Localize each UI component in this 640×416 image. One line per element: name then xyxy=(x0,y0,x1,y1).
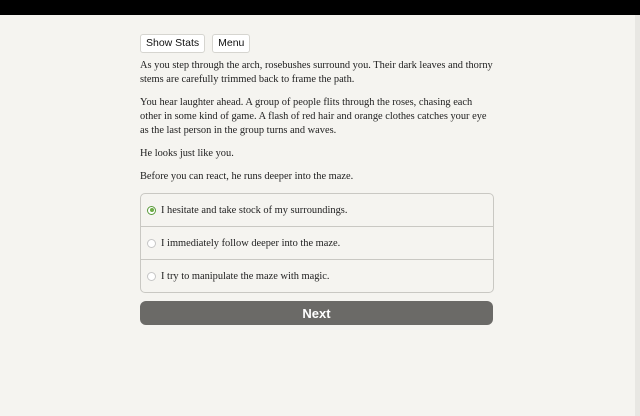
story-paragraph: He looks just like you. xyxy=(140,148,234,159)
scrollbar[interactable] xyxy=(635,15,640,416)
top-black-bar xyxy=(0,0,640,15)
choice-label: I try to manipulate the maze with magic. xyxy=(161,270,330,282)
story-paragraph: You hear laughter ahead. A group of people flits through the roses, chasing each other in some kind of game. A flash of red hair and orange clothes catches your eye as the last person in the group turns and waves. xyxy=(140,97,487,136)
story-paragraph: Before you can react, he runs deeper into the maze. xyxy=(140,171,354,182)
menu-button[interactable]: Menu xyxy=(212,34,250,53)
story-text xyxy=(140,59,494,184)
choice-label: I immediately follow deeper into the maze. xyxy=(161,237,341,249)
choice-option-1[interactable] xyxy=(141,194,493,226)
radio-selected-icon[interactable] xyxy=(147,206,156,215)
choice-list xyxy=(140,193,494,293)
next-button[interactable]: Next xyxy=(140,301,493,325)
choice-label: I hesitate and take stock of my surroundings. xyxy=(161,204,348,216)
radio-unselected-icon[interactable] xyxy=(147,239,156,248)
show-stats-button[interactable]: Show Stats xyxy=(140,34,205,53)
game-content xyxy=(140,34,494,325)
choice-option-2[interactable] xyxy=(141,226,493,259)
choice-option-3[interactable] xyxy=(141,259,493,292)
story-paragraph: As you step through the arch, rosebushes surround you. Their dark leaves and thorny stems are carefully trimmed back to frame the path. xyxy=(140,60,493,85)
toolbar xyxy=(140,34,494,53)
radio-unselected-icon[interactable] xyxy=(147,272,156,281)
